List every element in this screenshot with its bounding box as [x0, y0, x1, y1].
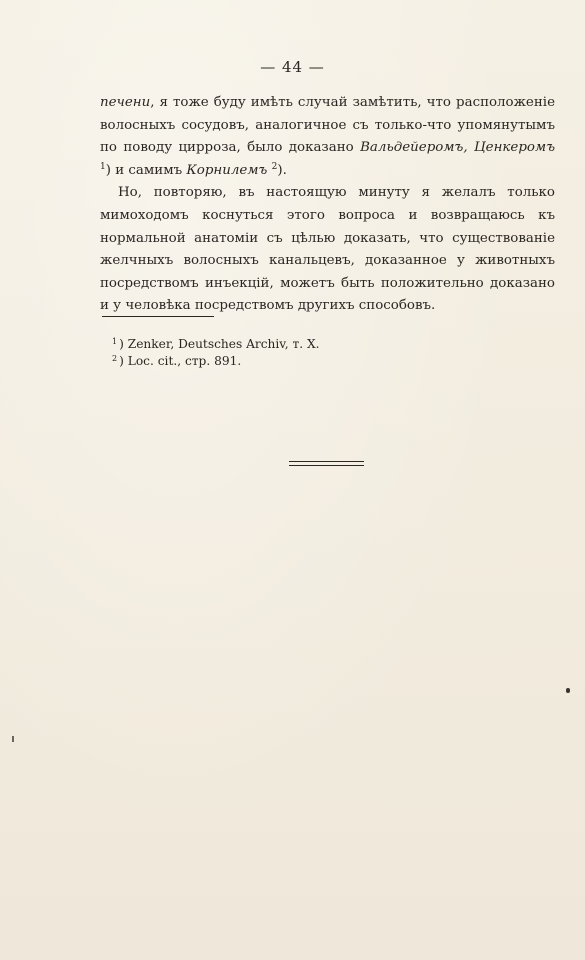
- footnote-ref-2: 2: [271, 161, 278, 172]
- text-run: ).: [277, 162, 287, 178]
- text-run: , я тоже буду имѣть случай замѣтить, что расположеніе волосныхъ сосудовъ, аналогичное съ только-что упомянутымъ по поводу цирроза, было доказано: [100, 95, 555, 156]
- italic-term: печени: [100, 95, 151, 110]
- italic-name: Корнилемъ: [186, 162, 268, 178]
- ink-speck: [566, 688, 570, 693]
- text-run: ) и самимъ: [105, 162, 187, 178]
- footnote-divider: [102, 316, 214, 317]
- italic-names: Вальдейеромъ, Ценкеромъ: [360, 140, 555, 156]
- footnote-text: ) Zenker, Deutsches Archiv, т. X.: [119, 337, 320, 351]
- footnote-1: [112, 336, 320, 353]
- footnote-2: [112, 353, 320, 370]
- ink-speck: [12, 736, 14, 742]
- body-text: [100, 92, 555, 318]
- end-divider: [289, 461, 364, 466]
- paragraph: Но, повторяю, въ настоящую минуту я желалъ только мимоходомъ коснуться этого вопроса и возвращаюсь къ нормальной анатоміи съ цѣлью доказать, что существованіе желчныхъ волосныхъ канальцевъ, доказанное у животныхъ посредствомъ инъекцій, можетъ быть положительно доказано и у человѣка посредствомъ другихъ способовъ.: [100, 185, 555, 314]
- footnote-text: ) Loc. cit., стр. 891.: [119, 354, 242, 368]
- footnote-mark: 2: [112, 354, 118, 363]
- paragraph-continuation: [100, 92, 555, 182]
- footnotes: [112, 336, 320, 370]
- page-number: — 44 —: [260, 58, 325, 76]
- footnote-mark: 1: [112, 337, 118, 346]
- footnote-ref-1: 1: [100, 161, 106, 172]
